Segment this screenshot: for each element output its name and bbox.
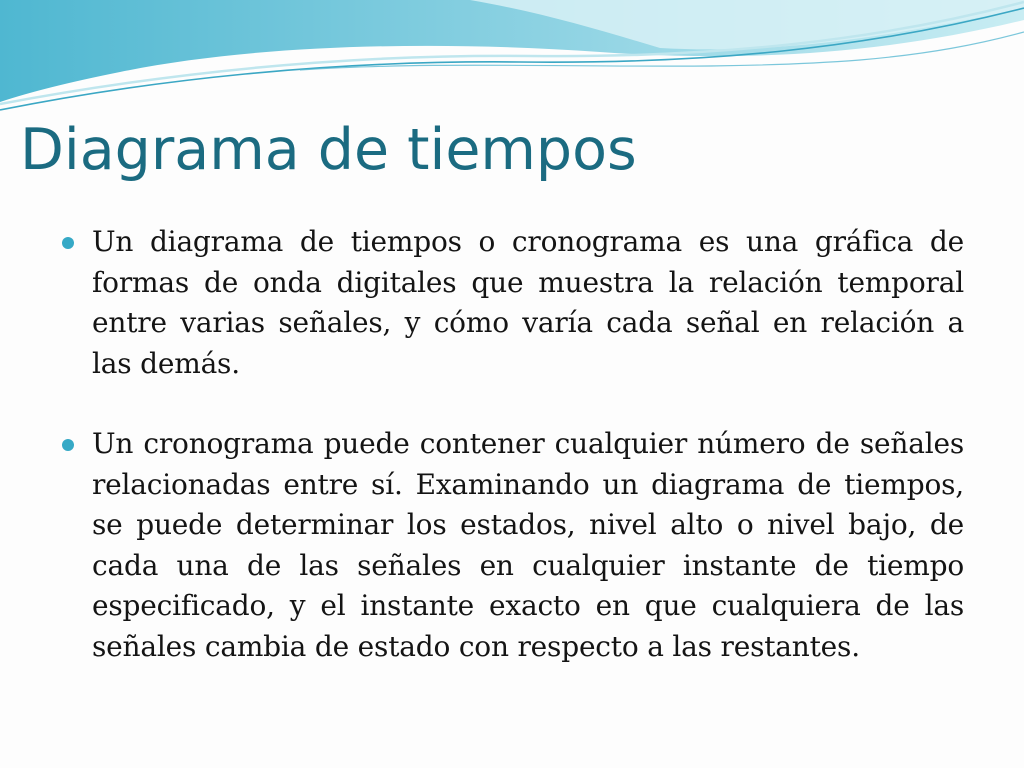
slide-title: Diagrama de tiempos [20,117,637,183]
bullet-list [62,222,964,707]
bullet-dot-icon [62,237,74,249]
bullet-text: Un diagrama de tiempos o cronograma es una gráfica de formas de onda digitales que muestra la relación temporal entre varias señales, y cómo varía cada señal en relación a las demás. [92,225,964,380]
bullet-dot-icon [62,439,74,451]
bullet-item [62,424,964,667]
bullet-text: Un cronograma puede contener cualquier número de señales relacionadas entre sí. Examinando un diagrama de tiempos, se puede determinar los estados, nivel alto o nivel bajo, de cada una de las señales en cualquier instante de tiempo especificado, y el instante exacto en que cualquiera de las señales cambia de estado con respecto a las restantes. [92,427,964,663]
bullet-item [62,222,964,384]
